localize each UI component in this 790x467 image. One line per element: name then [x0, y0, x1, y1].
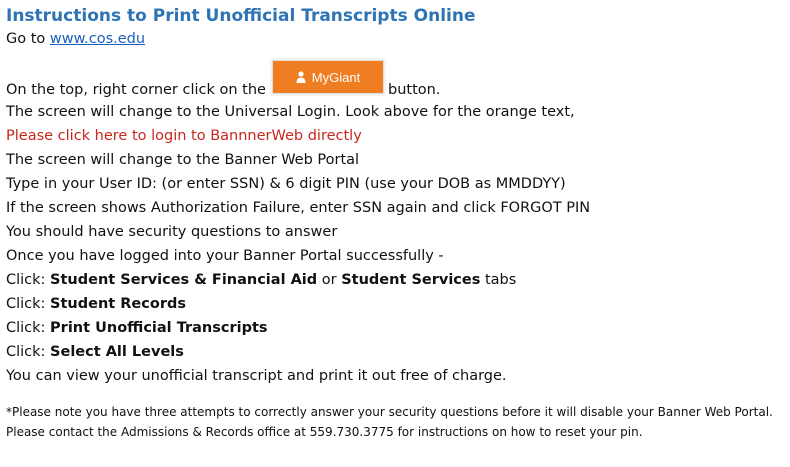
- click-levels-line: [6, 340, 786, 364]
- instructions-document: [6, 4, 786, 442]
- click-prefix: Click:: [6, 272, 51, 288]
- attempts-note: *Please note you have three attempts to correctly answer your security questions before it will disable your Banner Web Portal.: [6, 405, 773, 419]
- mygiant-step-line: [6, 69, 786, 100]
- click-prefix: Click:: [6, 344, 51, 360]
- or-text: or: [317, 272, 342, 288]
- student-records-label: Student Records: [50, 296, 186, 312]
- banner-portal-line: The screen will change to the Banner Web Portal: [6, 152, 360, 168]
- select-all-levels-label: Select All Levels: [50, 344, 184, 360]
- universal-login-line: The screen will change to the Universal Login. Look above for the orange text,: [6, 104, 575, 120]
- print-transcripts-label: Print Unofficial Transcripts: [50, 320, 268, 336]
- contact-note: Please contact the Admissions & Records office at 559.730.3775 for instructions on how to reset your pin.: [6, 425, 643, 439]
- tabs-suffix: tabs: [480, 272, 517, 288]
- blank-line: [6, 388, 786, 402]
- user-icon: [296, 71, 306, 83]
- goto-line: [6, 28, 786, 50]
- auth-failure-line: If the screen shows Authorization Failure, enter SSN again and click FORGOT PIN: [6, 200, 591, 216]
- mygiant-step-after: button.: [387, 82, 441, 98]
- cos-website-link[interactable]: www.cos.edu: [49, 31, 146, 47]
- blank-line: [6, 50, 786, 72]
- click-print-line: [6, 316, 786, 340]
- click-records-line: [6, 292, 786, 316]
- view-transcript-line: You can view your unofficial transcript and print it out free of charge.: [6, 368, 507, 384]
- goto-prefix: Go to: [6, 31, 50, 47]
- student-services-financial-aid-label: Student Services & Financial Aid: [50, 272, 318, 288]
- orange-login-text: Please click here to login to BannnerWeb directly: [6, 128, 362, 144]
- click-prefix: Click:: [6, 296, 51, 312]
- security-questions-line: You should have security questions to answer: [6, 224, 338, 240]
- mygiant-step-before: On the top, right corner click on the: [6, 82, 266, 98]
- mygiant-button-label: MyGiant: [311, 69, 361, 85]
- user-id-line: Type in your User ID: (or enter SSN) & 6 digit PIN (use your DOB as MMDDYY): [6, 176, 566, 192]
- page-title: Instructions to Print Unofficial Transcripts Online: [6, 6, 476, 26]
- mygiant-button[interactable]: [272, 60, 384, 94]
- click-tabs-line: [6, 268, 786, 292]
- logged-in-line: Once you have logged into your Banner Portal successfully -: [6, 248, 444, 264]
- student-services-label: Student Services: [341, 272, 481, 288]
- click-prefix: Click:: [6, 320, 51, 336]
